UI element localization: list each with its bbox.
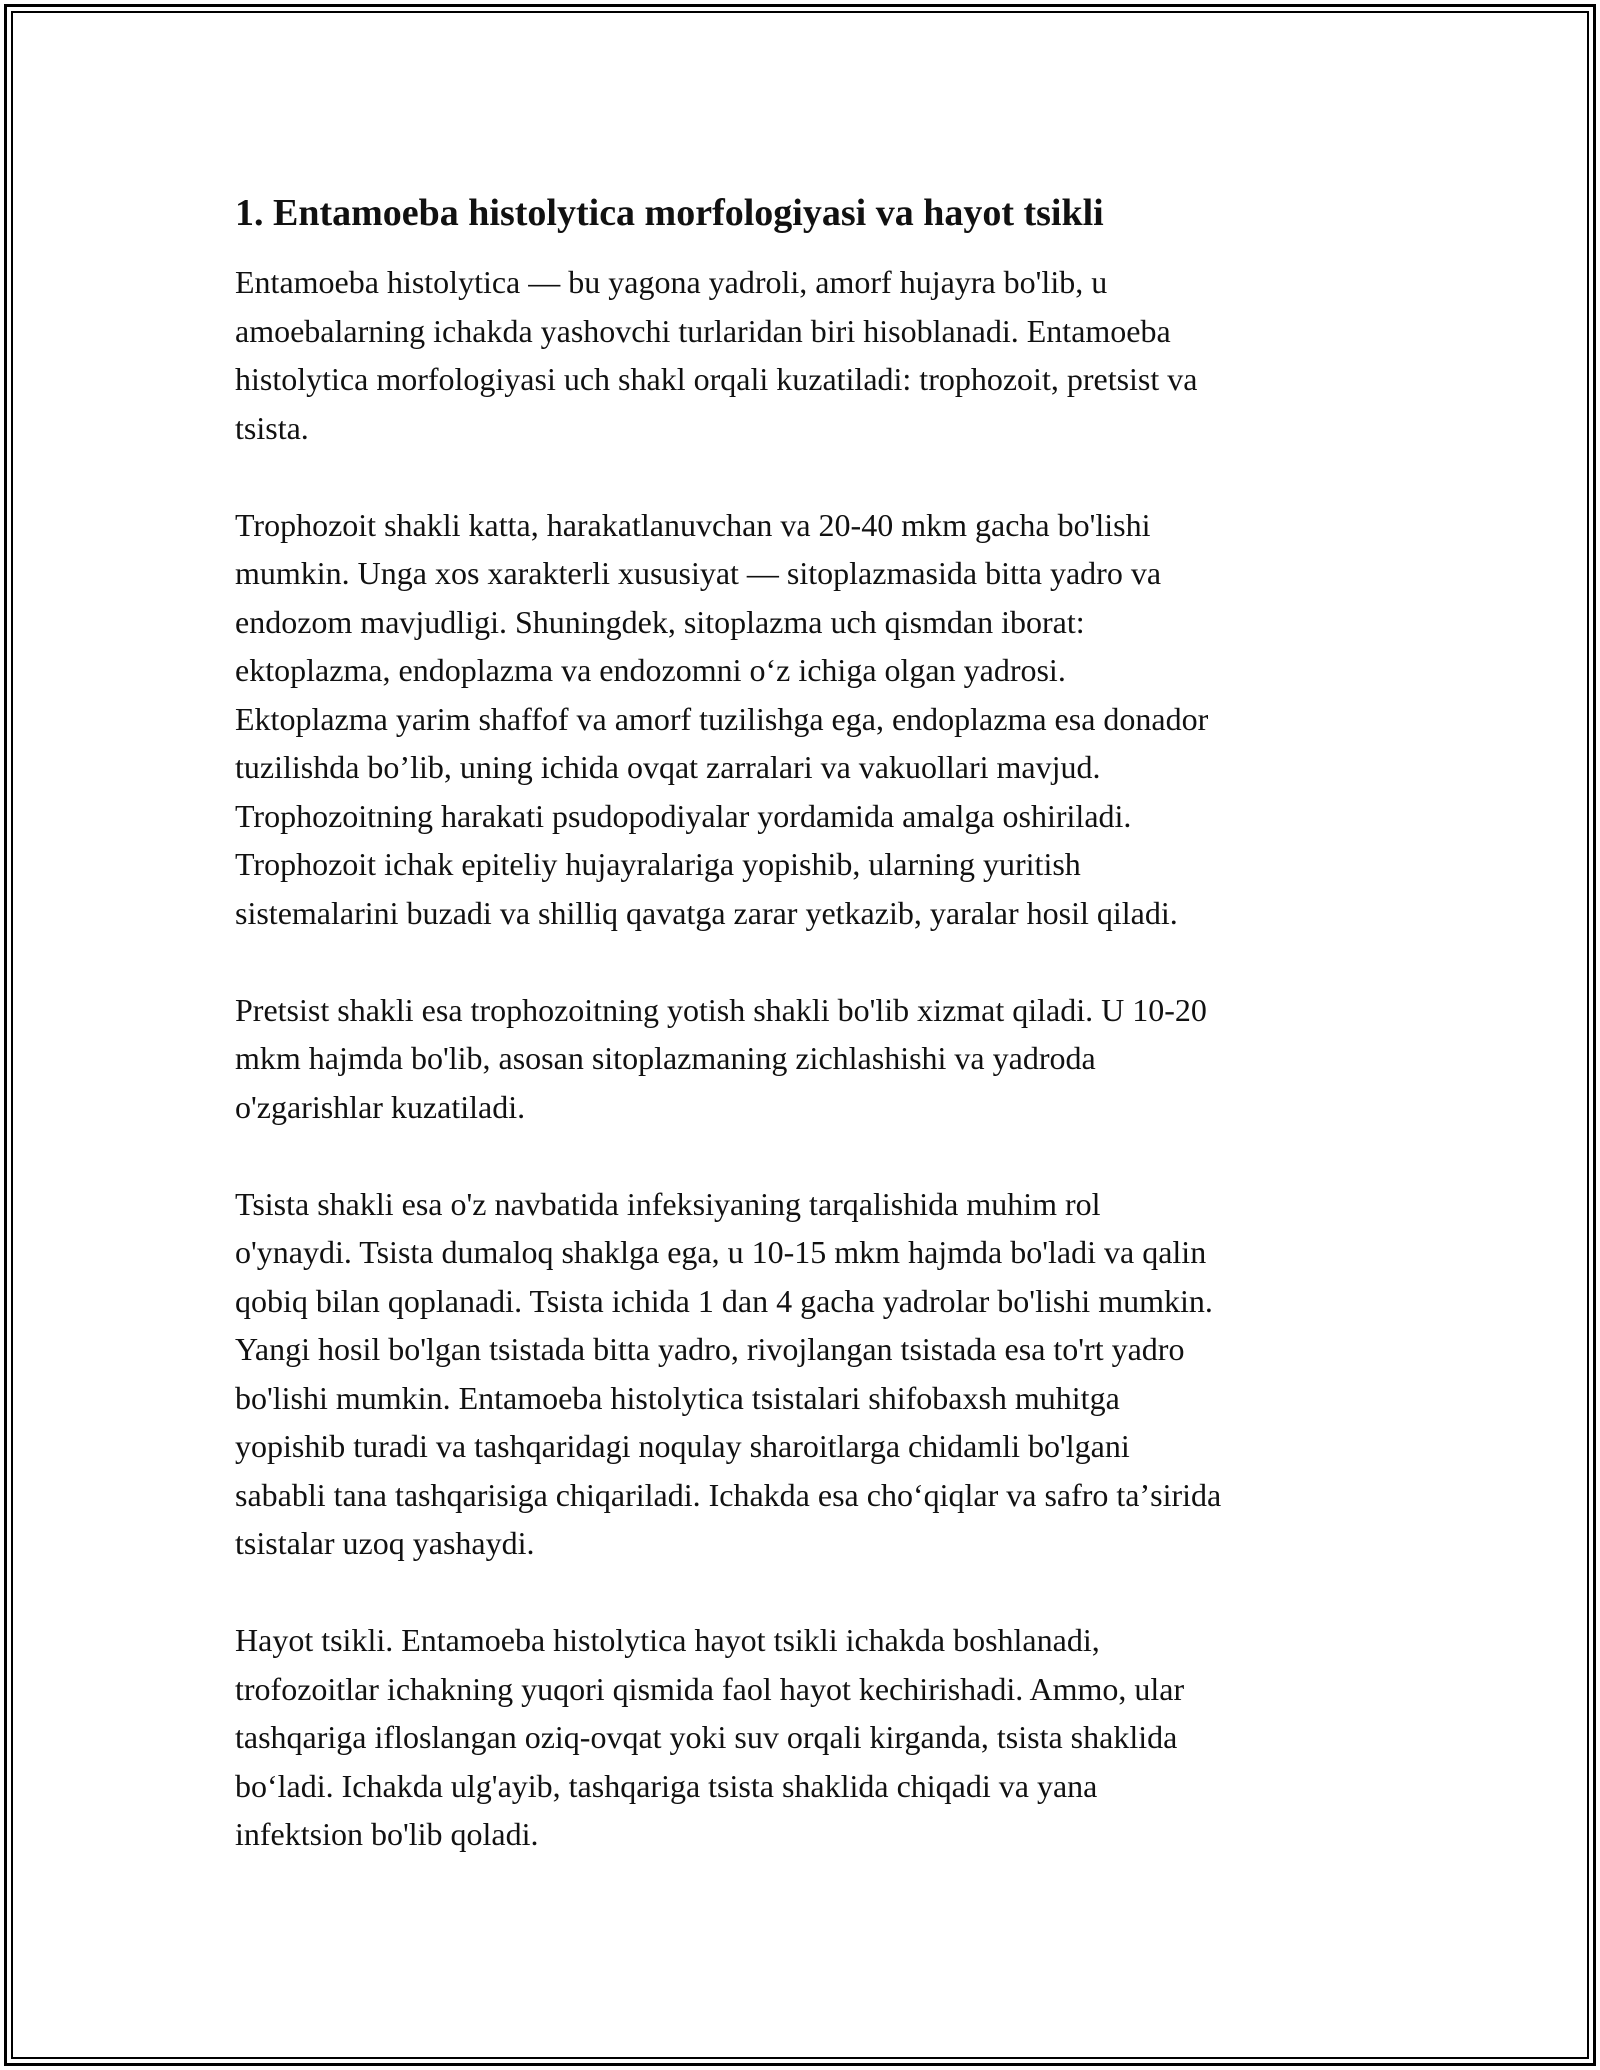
paragraph-cyst xyxy=(235,1180,1375,1568)
text-line: Pretsist shakli esa trophozoitning yotish shakli bo'lib xizmat qiladi. U 10-20 xyxy=(235,991,1207,1028)
text-line: ektoplazma, endoplazma va endozomni oʻz ichiga olgan yadrosi. xyxy=(235,652,1066,688)
text-line: boʻladi. Ichakda ulg'ayib, tashqariga tsista shaklida chiqadi va yana xyxy=(235,1767,1098,1804)
paragraph-precyst xyxy=(235,986,1375,1132)
text-line: tashqariga ifloslangan oziq-ovqat yoki suv orqali kirganda, tsista shaklida xyxy=(235,1719,1178,1755)
paragraph-intro xyxy=(235,258,1375,452)
text-line: amoebalarning ichakda yashovchi turlaridan biri hisoblanadi. Entamoeba xyxy=(235,312,1171,349)
text-line: qobiq bilan qoplanadi. Tsista ichida 1 dan 4 gacha yadrolar bo'lishi mumkin. xyxy=(235,1282,1213,1319)
text-line: yopishib turadi va tashqaridagi noqulay sharoitlarga chidamli bo'lgani xyxy=(235,1428,1130,1464)
text-line: Hayot tsikli. Entamoeba histolytica hayot tsikli ichakda boshlanadi, xyxy=(235,1622,1100,1658)
text-line: Ektoplazma yarim shaffof va amorf tuzilishga ega, endoplazma esa donador xyxy=(235,700,1209,737)
text-line: mumkin. Unga xos xarakterli xususiyat — sitoplazmasida bitta yadro va xyxy=(235,555,1162,591)
text-line: o'zgarishlar kuzatiladi. xyxy=(235,1088,526,1125)
text-line: o'ynaydi. Tsista dumaloq shaklga ega, u 10-15 mkm hajmda bo'ladi va qalin xyxy=(235,1234,1207,1270)
text-line: Tsista shakli esa o'z navbatida infeksiyaning tarqalishida muhim rol xyxy=(235,1185,1101,1222)
text-line: sistemalarini buzadi va shilliq qavatga zarar yetkazib, yaralar hosil qiladi. xyxy=(235,894,1178,931)
text-line: tsista. xyxy=(235,409,309,446)
text-line: Trophozoit ichak epiteliy hujayralariga yopishib, ularning yuritish xyxy=(235,846,1081,882)
text-line: infektsion bo'lib qoladi. xyxy=(235,1816,539,1852)
text-line: Trophozoit shakli katta, harakatlanuvchan va 20-40 mkm gacha bo'lishi xyxy=(235,506,1151,543)
text-line: Trophozoitning harakati psudopodiyalar yordamida amalga oshiriladi. xyxy=(235,797,1132,834)
text-line: histolytica morfologiyasi uch shakl orqali kuzatiladi: trophozoit, pretsist va xyxy=(235,361,1198,397)
text-line: mkm hajmda bo'lib, asosan sitoplazmaning zichlashishi va yadroda xyxy=(235,1040,1096,1076)
text-line: tuzilishda bo’lib, uning ichida ovqat zarralari va vakuollari mavjud. xyxy=(235,749,1101,785)
paragraph-life-cycle xyxy=(235,1616,1375,1859)
text-line: Entamoeba histolytica — bu yagona yadroli, amorf hujayra bo'lib, u xyxy=(235,264,1108,300)
paragraph-trophozoite xyxy=(235,501,1375,938)
text-line: trofozoitlar ichakning yuqori qismida faol hayot kechirishadi. Ammo, ular xyxy=(235,1670,1185,1707)
text-line: endozom mavjudligi. Shuningdek, sitoplazma uch qismdan iborat: xyxy=(235,603,1085,640)
document-body xyxy=(235,188,1375,1907)
text-line: tsistalar uzoq yashaydi. xyxy=(235,1525,535,1561)
text-line: bo'lishi mumkin. Entamoeba histolytica tsistalari shifobaxsh muhitga xyxy=(235,1379,1120,1416)
text-line: Yangi hosil bo'lgan tsistada bitta yadro, rivojlangan tsistada esa to'rt yadro xyxy=(235,1331,1185,1367)
text-line: sababli tana tashqarisiga chiqariladi. Ichakda esa choʻqiqlar va safro taʼsirida xyxy=(235,1476,1222,1513)
section-heading: 1. Entamoeba histolytica morfologiyasi va hayot tsikli xyxy=(235,192,1104,234)
